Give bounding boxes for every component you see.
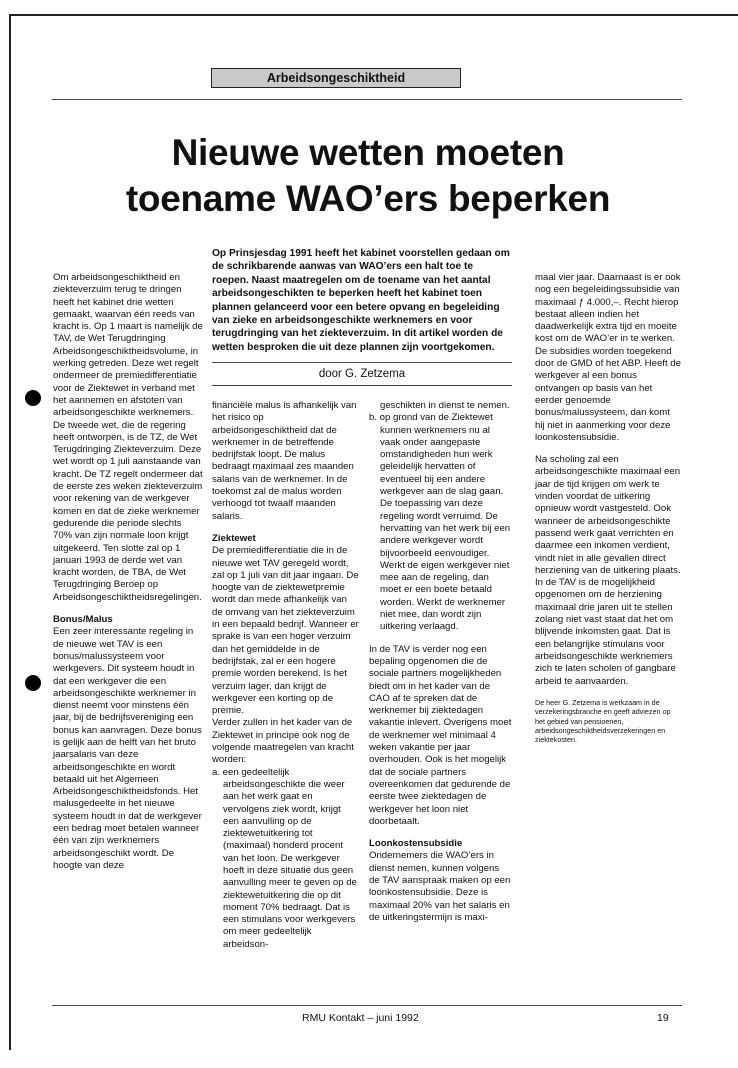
paragraph: De premiedifferentiatie die in de nieuwe wet TAV geregeld wordt, zal op 1 juli van dit jaar ingaan. De hoogte van de ziektewetpremie wordt dan mede afhankelijk van de omvang van het ziekteverzuim in een bepaald bedrijf. Wanneer er sprake is van een hoger verzuim dan het gemiddelde in de bedrijfstak, zal er een hogere premie worden berekend. Is het verzuim lager, dan krijgt de werkgever een korting op de premie. bbox=[212, 545, 359, 717]
punch-hole bbox=[25, 675, 41, 691]
paragraph: De tweede wet, die de regering heeft ontworpen, is de TZ, de Wet Terugdringing Ziekteverzuim. Deze wet wordt op 1 juli aanstaande van kracht. De TZ regelt ondermeer dat de eerste zes weken ziekteverzuim voor rekening van de werkgever komen en dat de zieke werknemer gedurende die periode slechts 70% van zijn normale loon krijgt uitgekeerd. Ten slotte zal op 1 januari 1993 de derde wet van kracht worden, de TBA, de Wet Terugdringing Beroep op Arbeidsongeschiktheidsregelingen. bbox=[53, 419, 203, 603]
paragraph: In de TAV is verder nog een bepaling opgenomen die de sociale partners mogelijkheden biedt om in het kader van de CAO af te spreken dat de werknemer bij ziektedagen vakantie inlevert. Overigens moet de werknemer wel minimaal 4 weken vakantie per jaar overhouden. Ook is het mogelijk dat de sociale partners overeenkomen dat gedurende de eerste twee ziektedagen de werkgever het loon niet doorbetaalt. bbox=[369, 643, 512, 827]
footer-rule bbox=[52, 1005, 682, 1006]
author-note: De heer G. Zetzema is werkzaam in de verzekeringsbranche en geeft adviezen op het gebied van pensioenen, arbeidsongeschiktheidsverzekeringen en ziektekosten. bbox=[535, 697, 671, 745]
byline: door G. Zetzema bbox=[318, 368, 406, 380]
paragraph: Een zeer interessante regeling in de nieuwe wet TAV is een bonus/malussysteem voor werkgevers. Dit systeem houdt in dat een werkgever die een arbeidsongeschikte werknemer in dienst neemt voor minstens één jaar, bij de bedrijfsvereniging een bonus kan aanvragen. Deze bonus is gelijk aan de helft van het bruto jaarsalaris van deze arbeidsongeschikte en wordt betaald uit het Algemeen Arbeidsongeschiktheidsfonds. Het malusgedeelte in het nieuwe systeem houdt in dat de werkgever een bedrag moet betalen wanneer één van zijn werknemers arbeidsongeschikt wordt. De hoogte van deze bbox=[53, 626, 202, 871]
page-border-top bbox=[9, 14, 738, 16]
headline bbox=[60, 130, 676, 222]
paragraph: financiële malus is afhankelijk van het risico op arbeidsongeschiktheid dat de werknemer in de betreffende bedrijfstak loopt. De malus bedraagt maximaal zes maanden salaris van de werknemer. In de toekomst zal de malus worden verhoogd tot twaalf maanden salaris. bbox=[212, 400, 357, 522]
page-border-left bbox=[9, 14, 11, 1050]
column-1 bbox=[53, 272, 203, 872]
column-4 bbox=[535, 272, 681, 745]
subheading: Ziektewet bbox=[212, 532, 256, 544]
section-tag: Arbeidsongeschiktheid bbox=[211, 68, 461, 88]
byline-rule-bottom bbox=[212, 385, 512, 386]
page-number: 19 bbox=[657, 1012, 669, 1024]
footer-publication: RMU Kontakt – juni 1992 bbox=[302, 1012, 419, 1024]
punch-hole bbox=[25, 390, 41, 406]
paragraph: Verder zullen in het kader van de Ziektewet in principe ook nog de volgende maatregelen van kracht worden: bbox=[212, 717, 354, 766]
intro-text: Op Prinsjesdag 1991 heeft het kabinet voorstellen gedaan om de schrikbarende aanwas van WAO’ers een halt toe te roepen. Naast maatregelen om de toename van het aantal arbeidsongeschikten te beperken heeft het kabinet toen plannen gelanceerd voor een betere opvang en begeleiding van zieke en arbeidsongeschikte werknemers en voor terugdringing van het ziekteverzuim. In dit artikel worden de wetten besproken die uit deze plannen zijn voortgekomen. bbox=[212, 248, 510, 353]
headline-line-1: Nieuwe wetten moeten bbox=[171, 132, 565, 173]
list-item: a. een gedeeltelijk arbeidsongeschikte die weer aan het werk gaat en vervolgens ziek wordt, krijgt een aanvulling op de ziektewetuitkering tot (maximaal) honderd procent van het loon. De werkgever hoeft in deze situatie dus geen aanvulling meer te geven op de ziektewetuitkering die op dit moment 70% bedraagt. Dat is een stimulans voor werkgevers om meer gedeeltelijk arbeidson- bbox=[212, 766, 357, 950]
paragraph: geschikten in dienst te nemen. bbox=[380, 400, 510, 411]
paragraph: maal vier jaar. Daarnaast is er ook nog een begeleidingssubsidie van maximaal ƒ 4.000,–. Recht hierop bestaat alleen indien het daadwerkelijk extra tijd en moeite kost om de WAO’er in te werken. De subsidies worden toegekend door de GMD of het ABP. Heeft de werkgever al een bonus ontvangen op basis van het eerder genoemde bonus/malussysteem, dan komt hij niet in aanmerking voor deze loonkostensubsidie. bbox=[535, 272, 681, 443]
paragraph: Om arbeidsongeschiktheid en ziekteverzuim terug te dringen heeft het kabinet drie wetten gemaakt, waarvan één reeds van kracht is. Op 1 maart is namelijk de TAV, de Wet Terugdringing Arbeidsongeschiktheidsvolume, in werking getreden. Deze wet regelt ondermeer de premiedifferentiatie voor de Ziektewet in verband met het aannemen en afstoten van arbeidsongeschikte werknemers. bbox=[53, 272, 203, 419]
byline-rule-top bbox=[212, 362, 512, 363]
intro-paragraph bbox=[212, 247, 512, 354]
column-2 bbox=[212, 400, 359, 951]
headline-line-2: toename WAO’ers beperken bbox=[125, 178, 611, 219]
subheading: Loonkostensubsidie bbox=[369, 838, 463, 850]
subheading: Bonus/Malus bbox=[53, 614, 113, 626]
paragraph: Ondernemers die WAO’ers in dienst nemen, kunnen volgens de TAV aanspraak maken op een loonkostensubsidie. Deze is maximaal 20% van het salaris en de uitkeringstermijn is maxi- bbox=[369, 850, 511, 923]
header-rule bbox=[52, 99, 682, 100]
list-item: b. op grond van de Ziektewet kunnen werknemers nu al vaak onder aangepaste omstandigheden hun werk geleidelijk hervatten of eventueel bij een andere werkgever aan de slag gaan. De toepassing van deze regeling wordt verruimd. De hervatting van het werk bij een andere werkgever wordt bijvoorbeeld eenvoudiger. Werkt de eigen werkgever niet mee aan de regeling, dan moet er een boete betaald worden. Werkt de werknemer niet mee, dan wordt zijn uitkering verlaagd. bbox=[369, 412, 511, 633]
column-3 bbox=[369, 400, 512, 924]
paragraph: Na scholing zal een arbeidsongeschikte maximaal een jaar de tijd krijgen om werk te vinden voordat de uitkering opnieuw wordt vastgesteld. Ook wanneer de arbeidsongeschikte passend werk gaat verrichten en daarmee een inkomen verdient, vindt niet in alle gevallen direct herziening van de uitkering plaats. In de TAV is de mogelijkheid opgenomen om de herziening maximaal drie jaren uit te stellen zolang niet vast staat dat het om blijvende inkomsten gaat. Dat is een belangrijke stimulans voor arbeidsongeschikte werknemers zich te laten scholen of gangbare arbeid te aanvaarden. bbox=[535, 454, 681, 687]
